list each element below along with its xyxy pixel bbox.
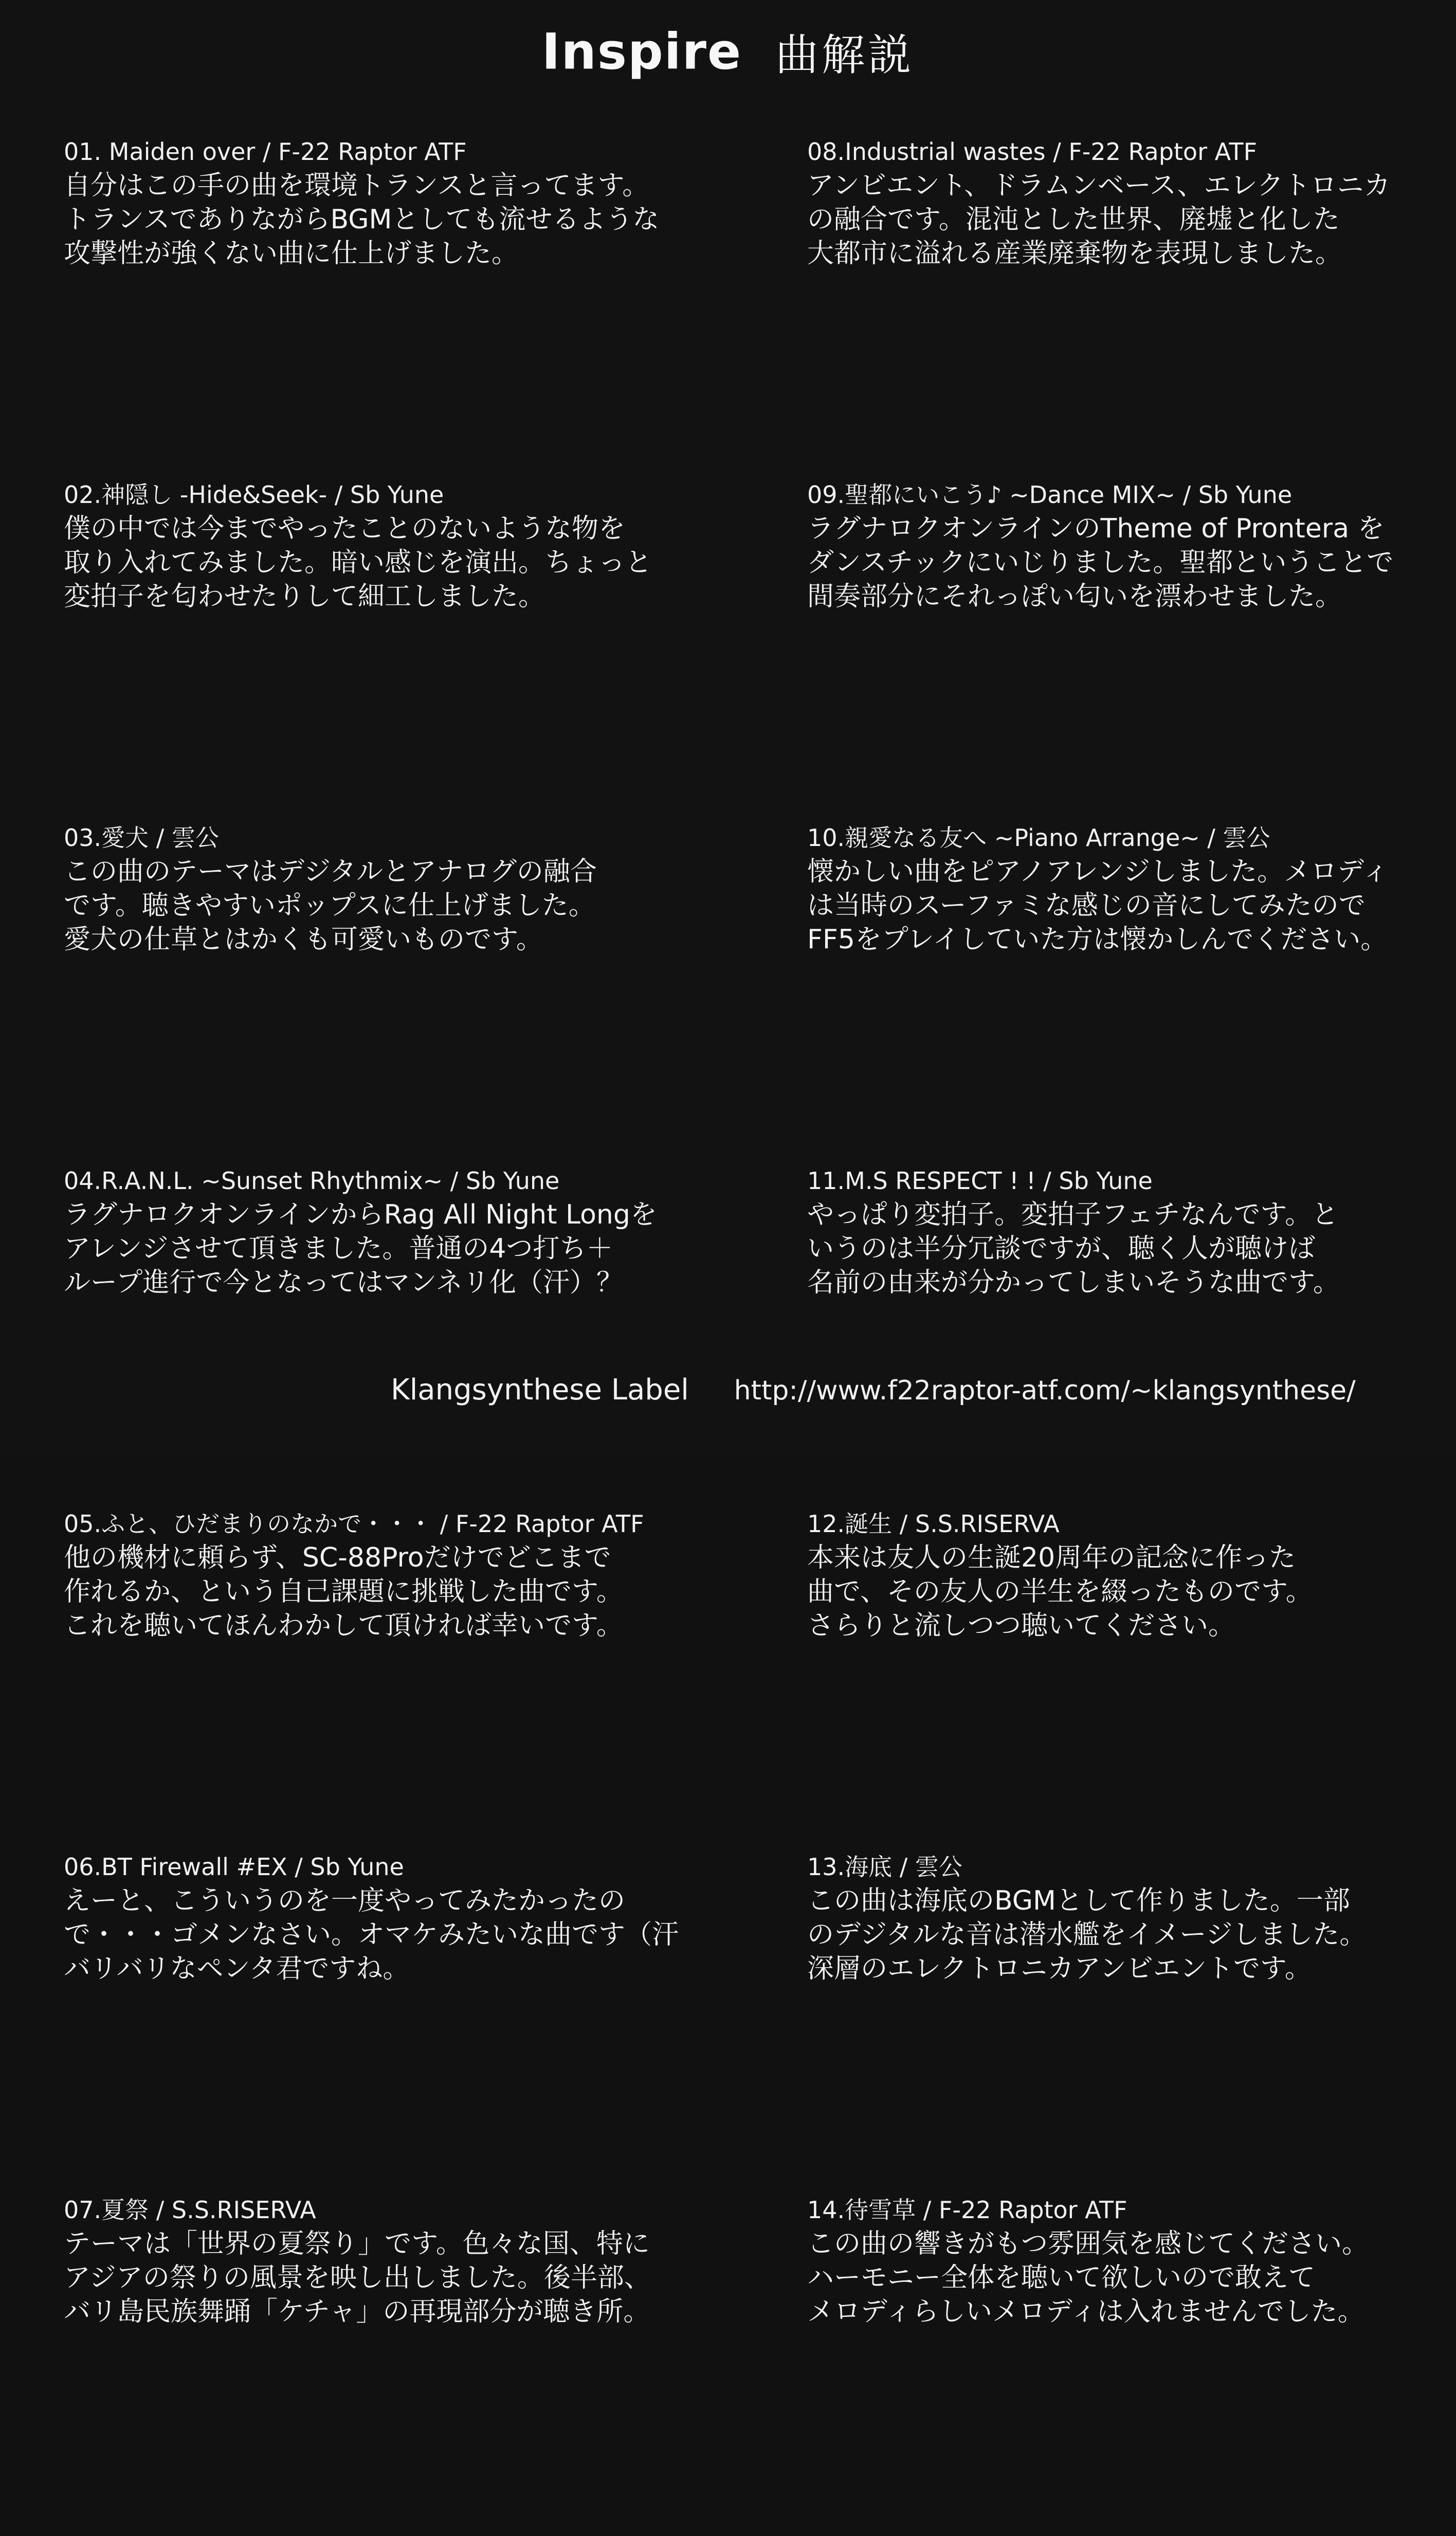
label-name: Klangsynthese Label: [391, 1373, 689, 1407]
track-description: [64, 855, 753, 957]
description-line: ループ進行で今となってはマンネリ化（汗）？: [64, 1267, 623, 1298]
track-entry: [64, 135, 753, 478]
track-description: [807, 1198, 1456, 1300]
description-line: メロディらしいメロディは入れませんでした。: [807, 2296, 1364, 2327]
description-line: 攻撃性が強くない曲に仕上げました。: [64, 238, 519, 269]
track-title: 03.愛犬 / 雲公: [64, 824, 219, 852]
footer: [391, 1373, 1419, 1407]
description-line: 自分はこの手の曲を環境トランスと言ってます。: [64, 170, 649, 201]
track-title: 14.待雪草 / F-22 Raptor ATF: [807, 2196, 1127, 2224]
description-line: のデジタルな音は潜水艦をイメージしました。: [807, 1919, 1367, 1950]
track-entry: [807, 135, 1456, 478]
left-column: [64, 135, 753, 2536]
description-line: 愛犬の仕草とはかくも可愛いものです。: [64, 924, 543, 955]
description-line: FF5をプレイしていた方は懐かしんでください。: [807, 924, 1388, 955]
description-line: ダンスチックにいじりました。聖都ということで: [807, 547, 1394, 578]
description-line: テーマは「世界の夏祭り」です。色々な国、特に: [64, 2228, 650, 2259]
description-line: 名前の由来が分かってしまいそうな曲です。: [807, 1267, 1340, 1298]
description-line: 懐かしい曲をピアノアレンジしました。メロディ: [807, 856, 1389, 887]
description-line: アレンジさせて頂きました。普通の4つ打ち＋: [64, 1233, 613, 1264]
description-line: 曲で、その友人の半生を綴ったものです。: [807, 1576, 1313, 1607]
track-entry: [64, 478, 753, 821]
description-line: やっぱり変拍子。変拍子フェチなんです。と: [807, 1199, 1339, 1230]
track-title: 13.海底 / 雲公: [807, 1853, 962, 1881]
track-entry: [807, 478, 1456, 821]
track-title: 07.夏祭 / S.S.RISERVA: [64, 2196, 316, 2224]
track-entry: [64, 821, 753, 1164]
track-description: [64, 2227, 753, 2329]
track-description: [64, 169, 753, 271]
track-title: 08.Industrial wastes / F-22 Raptor ATF: [807, 138, 1258, 166]
description-line: この曲は海底のBGMとして作りました。一部: [807, 1885, 1350, 1916]
description-line: この曲の響きがもつ雰囲気を感じてください。: [807, 2228, 1369, 2259]
description-line: ラグナロクオンラインのTheme of Prontera を: [807, 513, 1385, 544]
description-line: アンビエント、ドラムンベース、エレクトロニカ: [807, 170, 1391, 201]
description-line: 他の機材に頼らず、SC-88Proだけでどこまで: [64, 1542, 611, 1573]
description-line: 大都市に溢れる産業廃棄物を表現しました。: [807, 238, 1342, 269]
description-line: 変拍子を匂わせたりして細工しました。: [64, 581, 545, 612]
description-line: 僕の中では今までやったことのないような物を: [64, 513, 626, 544]
description-line: ラグナロクオンラインからRag All Night Longを: [64, 1199, 657, 1230]
track-description: [64, 512, 753, 614]
track-description: [807, 169, 1456, 271]
page-heading: 曲解説: [775, 30, 915, 80]
description-line: 作れるか、という自己課題に挑戦した曲です。: [64, 1576, 623, 1607]
description-line: 間奏部分にそれっぽい匂いを漂わせました。: [807, 581, 1342, 612]
track-title: 06.BT Firewall #EX / Sb Yune: [64, 1853, 404, 1881]
track-description: [64, 1541, 753, 1643]
track-entry: [807, 821, 1456, 1164]
description-line: さらりと流しつつ聴いてください。: [807, 1610, 1235, 1641]
track-description: [807, 1541, 1456, 1643]
label-url: http://www.f22raptor-atf.com/~klangsynthese/: [734, 1375, 1356, 1406]
track-title: 04.R.A.N.L. ~Sunset Rhythmix~ / Sb Yune: [64, 1167, 560, 1195]
track-entry: [64, 1507, 753, 1850]
track-description: [64, 1198, 753, 1300]
description-line: トランスでありながらBGMとしても流せるような: [64, 204, 660, 235]
track-description: [807, 2227, 1456, 2329]
description-line: アジアの祭りの風景を映し出しました。後半部、: [64, 2262, 651, 2293]
description-line: 深層のエレクトロニカアンビエントです。: [807, 1953, 1312, 1984]
track-title: 09.聖都にいこう♪ ~Dance MIX~ / Sb Yune: [807, 481, 1293, 509]
description-line: えーと、こういうのを一度やってみたかったの: [64, 1885, 626, 1916]
description-line: バリ島民族舞踊「ケチャ」の再現部分が聴き所。: [64, 2296, 650, 2327]
track-title: 05.ふと、ひだまりのなかで・・・ / F-22 Raptor ATF: [64, 1510, 644, 1538]
track-entry: [807, 1507, 1456, 1850]
description-line: バリバリなペンタ君ですね。: [64, 1953, 410, 1984]
track-title: 01. Maiden over / F-22 Raptor ATF: [64, 138, 467, 166]
track-description: [64, 1884, 753, 1986]
track-title: 12.誕生 / S.S.RISERVA: [807, 1510, 1060, 1538]
track-title: 02.神隠し -Hide&Seek- / Sb Yune: [64, 481, 444, 509]
track-title: 11.M.S RESPECT ! ! / Sb Yune: [807, 1167, 1153, 1195]
description-line: 本来は友人の生誕20周年の記念に作った: [807, 1542, 1296, 1573]
description-line: の融合です。混沌とした世界、廃墟と化した: [807, 204, 1340, 235]
track-entry: [807, 2193, 1456, 2536]
description-line: いうのは半分冗談ですが、聴く人が聴けば: [807, 1233, 1316, 1264]
track-title: 10.親愛なる友へ ~Piano Arrange~ / 雲公: [807, 824, 1270, 852]
track-entry: [64, 1850, 753, 2193]
track-description: [807, 1884, 1456, 1986]
track-description: [807, 512, 1456, 614]
track-entry: [807, 1850, 1456, 2193]
description-line: 取り入れてみました。暗い感じを演出。ちょっと: [64, 547, 652, 578]
inspire-logo: Inspire: [541, 23, 742, 81]
right-column: [807, 135, 1456, 2536]
description-line: ハーモニー全体を聴いて欲しいので敢えて: [807, 2262, 1316, 2293]
page-title: [0, 21, 1456, 83]
description-line: これを聴いてほんわかして頂ければ幸いです。: [64, 1610, 623, 1641]
description-line: は当時のスーファミな感じの音にしてみたので: [807, 890, 1366, 921]
track-description: [807, 855, 1456, 957]
description-line: で・・・ゴメンなさい。オマケみたいな曲です（汗: [64, 1919, 679, 1950]
description-line: です。聴きやすいポップスに仕上げました。: [64, 890, 595, 921]
track-entry: [807, 1164, 1456, 1507]
track-entry: [64, 2193, 753, 2536]
track-entry: [64, 1164, 753, 1507]
description-line: この曲のテーマはデジタルとアナログの融合: [64, 856, 597, 887]
